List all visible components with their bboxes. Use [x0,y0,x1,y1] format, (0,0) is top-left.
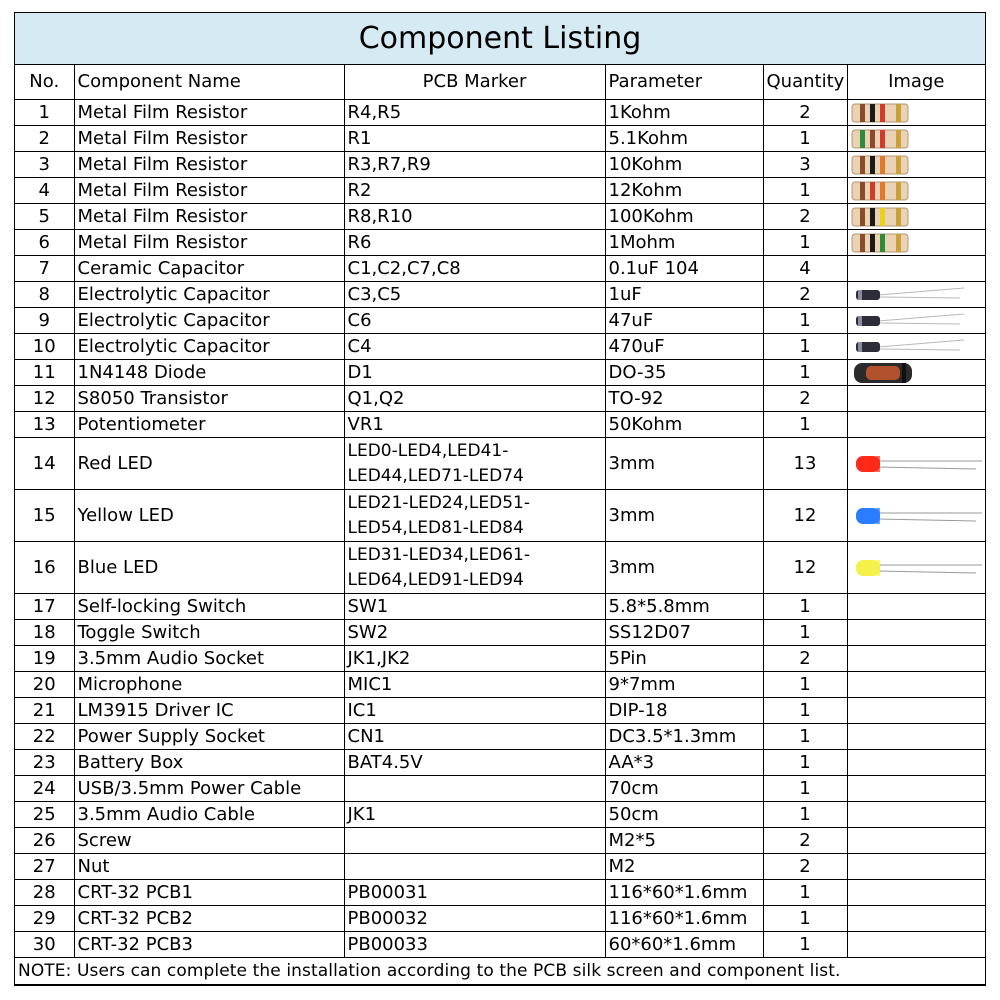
electrolytic-capacitor-icon [848,335,986,359]
note-row [15,958,985,985]
component-name: Metal Film Resistor [74,204,344,230]
parameter: 3mm [605,438,763,490]
quantity: 1 [763,360,847,386]
quantity: 1 [763,412,847,438]
pcb-marker: BAT4.5V [344,750,605,776]
resistor-icon [848,205,986,229]
quantity: 1 [763,308,847,334]
pcb-marker: C1,C2,C7,C8 [344,256,605,282]
parameter: DC3.5*1.3mm [605,724,763,750]
col-header-no: No. [15,65,74,100]
parameter: 47uF [605,308,763,334]
table-row [15,360,985,386]
quantity: 1 [763,802,847,828]
table-row [15,932,985,958]
component-image [847,646,985,672]
table-row [15,386,985,412]
quantity: 1 [763,594,847,620]
parameter: 9*7mm [605,672,763,698]
table-row [15,126,985,152]
pcb-marker: R8,R10 [344,204,605,230]
row-number: 10 [15,334,74,360]
quantity: 1 [763,126,847,152]
component-name: Electrolytic Capacitor [74,334,344,360]
quantity: 2 [763,204,847,230]
pcb-marker [344,828,605,854]
component-name: Metal Film Resistor [74,126,344,152]
pcb-marker: LED31-LED34,LED61-LED64,LED91-LED94 [344,542,605,594]
component-image [847,724,985,750]
component-name: Power Supply Socket [74,724,344,750]
quantity: 2 [763,828,847,854]
component-image [847,178,985,204]
pcb-marker [344,776,605,802]
component-name: Microphone [74,672,344,698]
pcb-marker: SW1 [344,594,605,620]
component-name: Red LED [74,438,344,490]
row-number: 7 [15,256,74,282]
row-number: 20 [15,672,74,698]
component-name: Electrolytic Capacitor [74,308,344,334]
row-number: 11 [15,360,74,386]
component-name: Ceramic Capacitor [74,256,344,282]
row-number: 6 [15,230,74,256]
table-row [15,204,985,230]
row-number: 23 [15,750,74,776]
row-number: 17 [15,594,74,620]
quantity: 1 [763,932,847,958]
resistor-icon [848,153,986,177]
component-image [847,594,985,620]
table-row [15,178,985,204]
parameter: 100Kohm [605,204,763,230]
quantity: 1 [763,334,847,360]
pcb-marker: R1 [344,126,605,152]
parameter: 3mm [605,490,763,542]
component-name: Potentiometer [74,412,344,438]
parameter: 1uF [605,282,763,308]
row-number: 19 [15,646,74,672]
component-image [847,932,985,958]
row-number: 12 [15,386,74,412]
row-number: 30 [15,932,74,958]
table-row [15,308,985,334]
parameter: 1Kohm [605,100,763,126]
component-name: Metal Film Resistor [74,100,344,126]
installation-note: NOTE: Users can complete the installation according to the PCB silk screen and component list. [15,958,985,985]
component-name: CRT-32 PCB2 [74,906,344,932]
row-number: 13 [15,412,74,438]
row-number: 25 [15,802,74,828]
row-number: 24 [15,776,74,802]
row-number: 2 [15,126,74,152]
resistor-icon [848,231,986,255]
parameter: 116*60*1.6mm [605,880,763,906]
pcb-marker: PB00032 [344,906,605,932]
table-row [15,906,985,932]
component-name: LM3915 Driver IC [74,698,344,724]
quantity: 2 [763,282,847,308]
parameter: 0.1uF 104 [605,256,763,282]
diode-icon [848,361,986,385]
component-name: Metal Film Resistor [74,152,344,178]
quantity: 3 [763,152,847,178]
quantity: 13 [763,438,847,490]
component-name: 1N4148 Diode [74,360,344,386]
table-row [15,412,985,438]
quantity: 1 [763,620,847,646]
component-image [847,542,985,594]
table-row [15,776,985,802]
quantity: 1 [763,230,847,256]
quantity: 2 [763,854,847,880]
component-image [847,854,985,880]
pcb-marker: PB00033 [344,932,605,958]
component-name: Battery Box [74,750,344,776]
component-name: CRT-32 PCB1 [74,880,344,906]
parameter: AA*3 [605,750,763,776]
pcb-marker: C6 [344,308,605,334]
parameter: 1Mohm [605,230,763,256]
component-image [847,386,985,412]
quantity: 4 [763,256,847,282]
row-number: 18 [15,620,74,646]
pcb-marker: CN1 [344,724,605,750]
col-header-image: Image [847,65,985,100]
pcb-marker: C4 [344,334,605,360]
row-number: 5 [15,204,74,230]
component-image [847,620,985,646]
component-name: USB/3.5mm Power Cable [74,776,344,802]
component-name: Screw [74,828,344,854]
row-number: 8 [15,282,74,308]
table-row [15,724,985,750]
pcb-marker: JK1 [344,802,605,828]
parameter: M2 [605,854,763,880]
quantity: 1 [763,750,847,776]
row-number: 16 [15,542,74,594]
pcb-marker: C3,C5 [344,282,605,308]
pcb-marker: LED0-LED4,LED41-LED44,LED71-LED74 [344,438,605,490]
component-name: CRT-32 PCB3 [74,932,344,958]
table-row [15,854,985,880]
table-row [15,620,985,646]
resistor-icon [848,127,986,151]
table-row [15,698,985,724]
component-image [847,282,985,308]
row-number: 9 [15,308,74,334]
component-image [847,256,985,282]
pcb-marker: JK1,JK2 [344,646,605,672]
col-header-marker: PCB Marker [344,65,605,100]
component-image [847,672,985,698]
pcb-marker: VR1 [344,412,605,438]
quantity: 1 [763,672,847,698]
component-image [847,750,985,776]
table-row [15,282,985,308]
component-image [847,828,985,854]
quantity: 1 [763,906,847,932]
table-row [15,802,985,828]
table-row [15,490,985,542]
component-image [847,100,985,126]
led-icon [848,491,986,541]
row-number: 15 [15,490,74,542]
table-row [15,594,985,620]
component-image [847,360,985,386]
component-image [847,204,985,230]
parameter: 470uF [605,334,763,360]
table-row [15,828,985,854]
pcb-marker: IC1 [344,698,605,724]
quantity: 2 [763,100,847,126]
quantity: 1 [763,178,847,204]
parameter: M2*5 [605,828,763,854]
component-image [847,438,985,490]
component-image [847,490,985,542]
component-name: Metal Film Resistor [74,178,344,204]
component-image [847,152,985,178]
pcb-marker: R4,R5 [344,100,605,126]
component-image [847,776,985,802]
component-image [847,802,985,828]
parameter: 5.1Kohm [605,126,763,152]
row-number: 28 [15,880,74,906]
table-row [15,230,985,256]
component-name: 3.5mm Audio Socket [74,646,344,672]
parameter: DO-35 [605,360,763,386]
table-row [15,438,985,490]
parameter: TO-92 [605,386,763,412]
parameter: DIP-18 [605,698,763,724]
component-image [847,308,985,334]
resistor-icon [848,101,986,125]
row-number: 4 [15,178,74,204]
quantity: 12 [763,542,847,594]
parameter: 12Kohm [605,178,763,204]
resistor-icon [848,179,986,203]
electrolytic-capacitor-icon [848,283,986,307]
component-sheet [14,12,986,986]
quantity: 12 [763,490,847,542]
pcb-marker: D1 [344,360,605,386]
pcb-marker: R2 [344,178,605,204]
row-number: 3 [15,152,74,178]
component-image [847,906,985,932]
component-name: Electrolytic Capacitor [74,282,344,308]
component-name: Metal Film Resistor [74,230,344,256]
component-image [847,412,985,438]
row-number: 26 [15,828,74,854]
component-image [847,698,985,724]
pcb-marker: MIC1 [344,672,605,698]
led-icon [848,543,986,593]
component-image [847,880,985,906]
pcb-marker: R6 [344,230,605,256]
table-row [15,542,985,594]
page-title: Component Listing [15,13,985,65]
row-number: 21 [15,698,74,724]
quantity: 1 [763,880,847,906]
parameter: 5Pin [605,646,763,672]
parameter: SS12D07 [605,620,763,646]
table-row [15,334,985,360]
component-name: Yellow LED [74,490,344,542]
pcb-marker: PB00031 [344,880,605,906]
parameter: 60*60*1.6mm [605,932,763,958]
pcb-marker: Q1,Q2 [344,386,605,412]
quantity: 1 [763,724,847,750]
table-row [15,646,985,672]
header-row [15,65,985,100]
row-number: 22 [15,724,74,750]
table-row [15,672,985,698]
pcb-marker: LED21-LED24,LED51-LED54,LED81-LED84 [344,490,605,542]
parameter: 70cm [605,776,763,802]
quantity: 2 [763,646,847,672]
component-image [847,334,985,360]
component-name: 3.5mm Audio Cable [74,802,344,828]
quantity: 1 [763,698,847,724]
pcb-marker [344,854,605,880]
pcb-marker: R3,R7,R9 [344,152,605,178]
col-header-name: Component Name [74,65,344,100]
parameter: 10Kohm [605,152,763,178]
table-row [15,152,985,178]
row-number: 1 [15,100,74,126]
component-image [847,230,985,256]
component-table [15,65,985,985]
component-name: S8050 Transistor [74,386,344,412]
row-number: 29 [15,906,74,932]
table-row [15,880,985,906]
table-row [15,100,985,126]
parameter: 50cm [605,802,763,828]
parameter: 50Kohm [605,412,763,438]
col-header-parameter: Parameter [605,65,763,100]
parameter: 116*60*1.6mm [605,906,763,932]
component-name: Blue LED [74,542,344,594]
table-row [15,750,985,776]
quantity: 2 [763,386,847,412]
component-name: Toggle Switch [74,620,344,646]
row-number: 27 [15,854,74,880]
parameter: 5.8*5.8mm [605,594,763,620]
parameter: 3mm [605,542,763,594]
pcb-marker: SW2 [344,620,605,646]
quantity: 1 [763,776,847,802]
table-row [15,256,985,282]
component-name: Self-locking Switch [74,594,344,620]
component-image [847,126,985,152]
row-number: 14 [15,438,74,490]
led-icon [848,439,986,489]
col-header-quantity: Quantity [763,65,847,100]
component-name: Nut [74,854,344,880]
electrolytic-capacitor-icon [848,309,986,333]
